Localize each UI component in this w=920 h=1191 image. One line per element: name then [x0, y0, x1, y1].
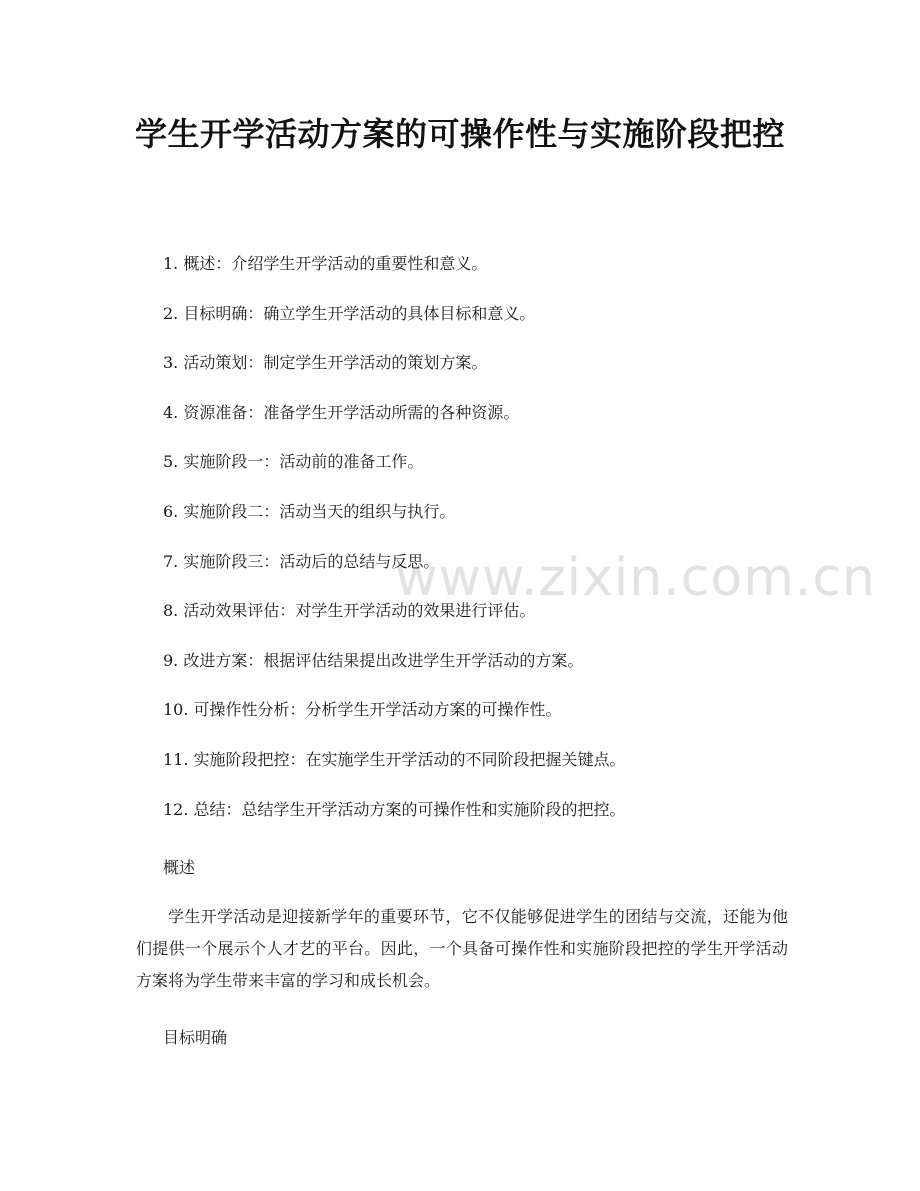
document-title: 学生开学活动方案的可操作性与实施阶段把控	[134, 115, 785, 153]
outline-item: 11. 实施阶段把控：在实施学生开学活动的不同阶段把握关键点。	[163, 749, 626, 769]
outline-list	[163, 252, 626, 847]
outline-item: 1. 概述：介绍学生开学活动的重要性和意义。	[163, 254, 488, 273]
outline-item: 3. 活动策划：制定学生开学活动的策划方案。	[163, 353, 488, 373]
section-paragraph-overview: 学生开学活动是迎接新学年的重要环节，它不仅能够促进学生的团结与交流，还能为他们提供一个展示个人才艺的平台。因此，一个具备可操作性和实施阶段把控的学生开学活动方案将为学生带来丰富的学习和成长机会。	[136, 907, 788, 990]
outline-item: 10. 可操作性分析：分析学生开学活动方案的可操作性。	[163, 700, 562, 720]
outline-item: 4. 资源准备：准备学生开学活动所需的各种资源。	[163, 402, 520, 422]
outline-item: 5. 实施阶段一：活动前的准备工作。	[163, 452, 424, 472]
outline-item: 6. 实施阶段二：活动当天的组织与执行。	[163, 501, 456, 521]
watermark: www.zixin.com.cn	[395, 548, 876, 608]
section-heading-goals: 目标明确	[163, 1028, 228, 1047]
outline-item: 2. 目标明确：确立学生开学活动的具体目标和意义。	[163, 303, 536, 323]
outline-item: 9. 改进方案：根据评估结果提出改进学生开学活动的方案。	[163, 650, 584, 670]
outline-item: 7. 实施阶段三：活动后的总结与反思。	[163, 551, 440, 571]
section-heading-overview: 概述	[163, 858, 196, 877]
outline-item: 8. 活动效果评估：对学生开学活动的效果进行评估。	[163, 601, 536, 621]
outline-item: 12. 总结：总结学生开学活动方案的可操作性和实施阶段的把控。	[163, 799, 626, 819]
